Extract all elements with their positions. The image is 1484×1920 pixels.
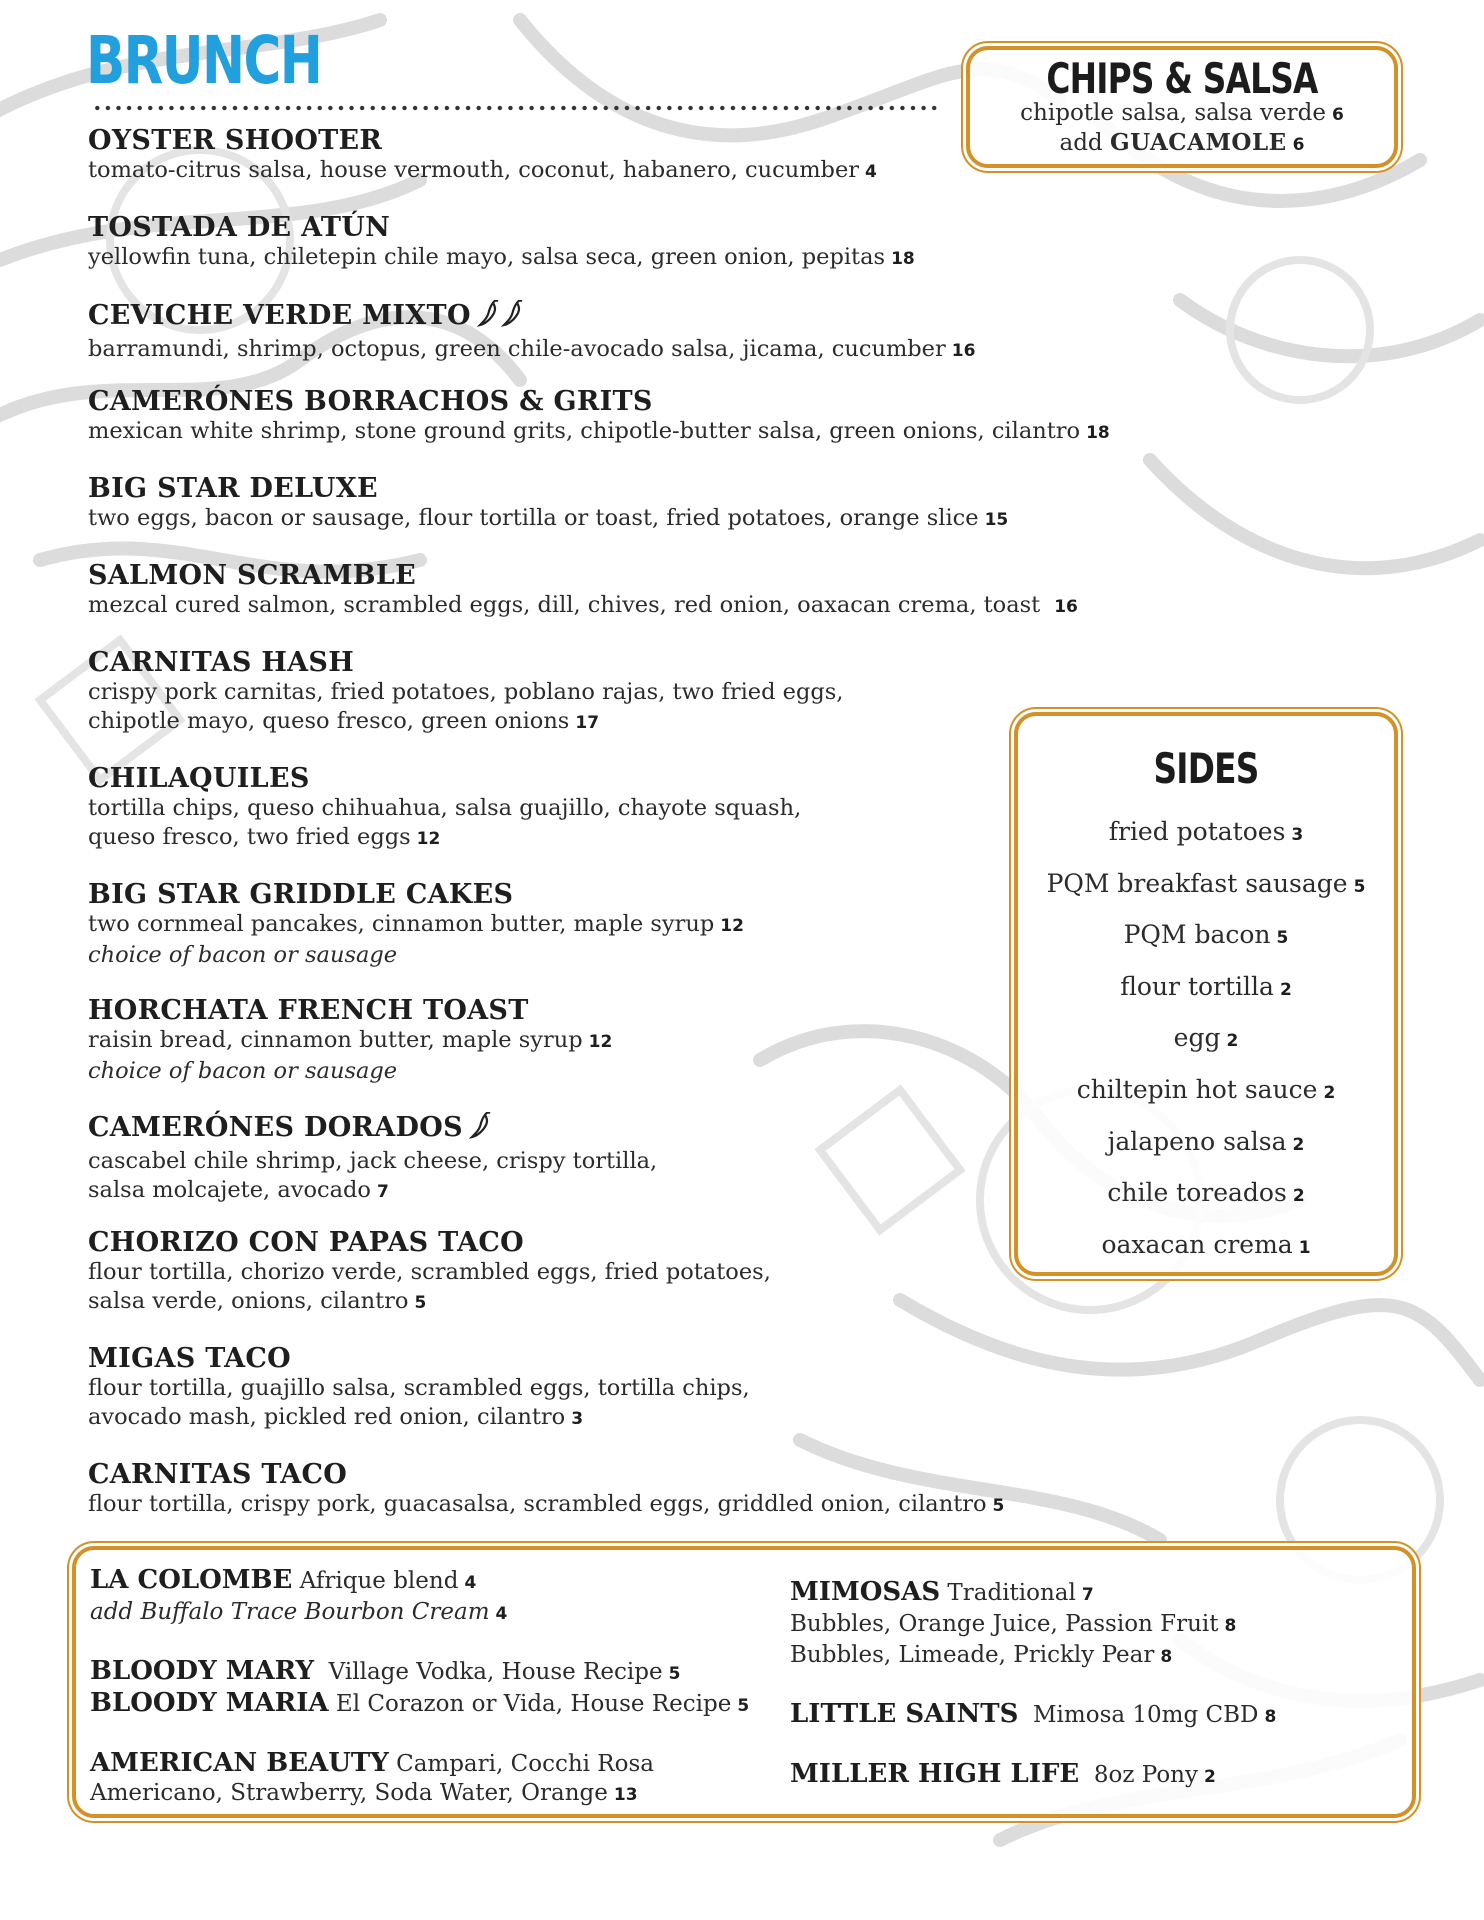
- item-name: BIG STAR GRIDDLE CAKES: [88, 879, 514, 910]
- side-item: jalapeno salsa 2: [1107, 1126, 1305, 1156]
- chips-title: CHIPS & SALSA: [1046, 54, 1318, 103]
- item-name: BIG STAR DELUXE: [88, 473, 378, 504]
- item-price: 15: [984, 510, 1009, 530]
- drink-price: 8: [1224, 1616, 1237, 1636]
- side-item: chile toreados 2: [1107, 1178, 1305, 1208]
- item-note: choice of bacon or sausage: [88, 942, 398, 968]
- item-description: mexican white shrimp, stone ground grits, chipotle-butter salsa, green onions, cilantro 18: [88, 418, 1110, 444]
- guacamole-label: GUACAMOLE: [1109, 129, 1287, 156]
- item-name: SALMON SCRAMBLE: [88, 560, 417, 591]
- drink-la-colombe: LA COLOMBE Afrique blend 4: [90, 1565, 477, 1595]
- item-description: queso fresco, two fried eggs 12: [88, 824, 441, 850]
- item-description: flour tortilla, guajillo salsa, scrambled eggs, tortilla chips,: [88, 1375, 750, 1401]
- drinks-box: [72, 1546, 1416, 1818]
- side-price: 2: [1226, 1031, 1239, 1052]
- chips-price: 6: [1331, 105, 1344, 125]
- item-price: 4: [865, 162, 877, 182]
- item-description: barramundi, shrimp, octopus, green chile-avocado salsa, jicama, cucumber 16: [88, 336, 976, 362]
- drink-price: 13: [613, 1785, 638, 1805]
- menu-item: [88, 474, 1208, 535]
- item-description: flour tortilla, chorizo verde, scrambled eggs, fried potatoes,: [88, 1259, 771, 1285]
- chili-pepper-icon: [469, 1112, 493, 1147]
- side-item: flour tortilla 2: [1120, 971, 1292, 1001]
- menu-item: [88, 1344, 1208, 1434]
- side-price: 5: [1276, 928, 1289, 949]
- chili-pepper-icon: [501, 300, 525, 335]
- drink-bloody-maria: BLOODY MARIA El Corazon or Vida, House Recipe 5: [90, 1688, 750, 1718]
- item-description: crispy pork carnitas, fried potatoes, poblano rajas, two fried eggs,: [88, 679, 844, 705]
- side-item: PQM bacon 5: [1123, 920, 1289, 950]
- item-price: 12: [416, 829, 441, 849]
- menu-item: [88, 387, 1208, 448]
- item-description: chipotle mayo, queso fresco, green onions 17: [88, 708, 600, 734]
- side-price: 2: [1323, 1082, 1336, 1103]
- guacamole-price: 6: [1292, 135, 1305, 155]
- sides-title: SIDES: [1153, 744, 1259, 793]
- item-price: 17: [575, 713, 600, 733]
- menu-title: BRUNCH: [86, 22, 322, 99]
- item-description: salsa molcajete, avocado 7: [88, 1177, 389, 1203]
- item-name: CARNITAS TACO: [88, 1459, 348, 1490]
- drink-american-beauty: AMERICAN BEAUTY Campari, Cocchi Rosa: [90, 1748, 654, 1778]
- side-item: PQM breakfast sausage 5: [1046, 868, 1366, 898]
- chili-pepper-icon: [477, 300, 501, 335]
- item-price: 3: [571, 1409, 584, 1429]
- item-price: 18: [1086, 423, 1110, 443]
- item-name: CHORIZO CON PAPAS TACO: [88, 1227, 524, 1258]
- menu-item: [88, 213, 1208, 274]
- item-name: CEVICHE VERDE MIXTO: [88, 300, 1208, 335]
- item-name: TOSTADA DE ATÚN: [88, 212, 391, 243]
- item-description: mezcal cured salmon, scrambled eggs, dill, chives, red onion, oaxacan crema, toast 16: [88, 592, 1078, 618]
- drink-price: 5: [737, 1696, 750, 1716]
- drink-bloody-mary: BLOODY MARY Village Vodka, House Recipe 5: [90, 1656, 681, 1686]
- side-item: chiltepin hot sauce 2: [1076, 1074, 1336, 1104]
- item-price: 12: [588, 1032, 613, 1052]
- drink-description: Americano, Strawberry, Soda Water, Orange 13: [90, 1780, 638, 1806]
- item-name: MIGAS TACO: [88, 1343, 291, 1374]
- side-item: oaxacan crema 1: [1101, 1229, 1311, 1259]
- item-description: avocado mash, pickled red onion, cilantro 3: [88, 1404, 584, 1430]
- drink-price: 4: [464, 1573, 477, 1593]
- side-price: 2: [1292, 1134, 1305, 1155]
- item-description: two eggs, bacon or sausage, flour tortilla or toast, fried potatoes, orange slice 15: [88, 505, 1009, 531]
- item-price: 18: [891, 249, 915, 269]
- item-description: salsa verde, onions, cilantro 5: [88, 1288, 427, 1314]
- drink-price: 8: [1160, 1647, 1173, 1667]
- side-item: fried potatoes 3: [1108, 817, 1304, 846]
- side-item: egg 2: [1173, 1023, 1239, 1053]
- drink-miller-high-life: MILLER HIGH LIFE 8oz Pony 2: [790, 1759, 1216, 1789]
- drink-description: Bubbles, Limeade, Prickly Pear 8: [790, 1642, 1173, 1668]
- menu-item: [88, 300, 1208, 366]
- item-description: yellowfin tuna, chiletepin chile mayo, salsa seca, green onion, pepitas 18: [88, 244, 915, 270]
- side-price: 5: [1353, 876, 1366, 897]
- item-description: two cornmeal pancakes, cinnamon butter, maple syrup 12: [88, 911, 744, 937]
- dotted-divider: [92, 104, 940, 112]
- menu-item: [88, 1460, 1208, 1521]
- drinks-right-column: [790, 1578, 1276, 1792]
- item-price: 5: [992, 1496, 1005, 1516]
- sides-list: [1018, 808, 1394, 1272]
- drink-little-saints: LITTLE SAINTS Mimosa 10mg CBD 8: [790, 1699, 1277, 1729]
- drink-note: add Buffalo Trace Bourbon Cream 4: [90, 1599, 508, 1625]
- item-description: cascabel chile shrimp, jack cheese, crispy tortilla,: [88, 1148, 658, 1174]
- item-price: 16: [951, 341, 976, 361]
- side-price: 1: [1298, 1237, 1311, 1258]
- drink-price: 2: [1203, 1767, 1216, 1787]
- guacamole-line: add GUACAMOLE 6: [1059, 129, 1305, 156]
- item-price: 12: [720, 916, 744, 936]
- item-name: CAMERÓNES BORRACHOS & GRITS: [88, 386, 653, 417]
- drink-price: 7: [1081, 1585, 1094, 1605]
- item-price: 16: [1054, 597, 1078, 617]
- side-price: 2: [1292, 1186, 1305, 1207]
- item-description: tomato-citrus salsa, house vermouth, coconut, habanero, cucumber 4: [88, 157, 877, 183]
- sides-box: [1014, 712, 1398, 1276]
- item-name: OYSTER SHOOTER: [88, 125, 383, 156]
- side-price: 3: [1291, 825, 1304, 845]
- item-name: CARNITAS HASH: [88, 647, 355, 678]
- item-price: 7: [376, 1182, 389, 1202]
- drink-description: Bubbles, Orange Juice, Passion Fruit 8: [790, 1611, 1237, 1637]
- drink-price: 5: [668, 1664, 681, 1684]
- chips-line: chipotle salsa, salsa verde 6: [1020, 100, 1344, 126]
- item-description: raisin bread, cinnamon butter, maple syrup 12: [88, 1027, 613, 1053]
- drinks-left-column: [90, 1566, 749, 1810]
- item-note: choice of bacon or sausage: [88, 1058, 398, 1084]
- item-name: CAMERÓNES DORADOS: [88, 1112, 1208, 1147]
- side-price: 2: [1279, 979, 1292, 1000]
- item-description: tortilla chips, queso chihuahua, salsa guajillo, chayote squash,: [88, 795, 802, 821]
- item-description: flour tortilla, crispy pork, guacasalsa, scrambled eggs, griddled onion, cilantro 5: [88, 1491, 1005, 1517]
- item-price: 5: [414, 1293, 427, 1313]
- drink-price: 8: [1264, 1707, 1277, 1727]
- drink-mimosas: MIMOSAS Traditional 7: [790, 1577, 1094, 1607]
- chips-salsa-box: [966, 46, 1398, 168]
- item-name: HORCHATA FRENCH TOAST: [88, 995, 529, 1026]
- item-name: CHILAQUILES: [88, 763, 310, 794]
- menu-item: [88, 561, 1208, 622]
- drink-price: 4: [495, 1604, 508, 1624]
